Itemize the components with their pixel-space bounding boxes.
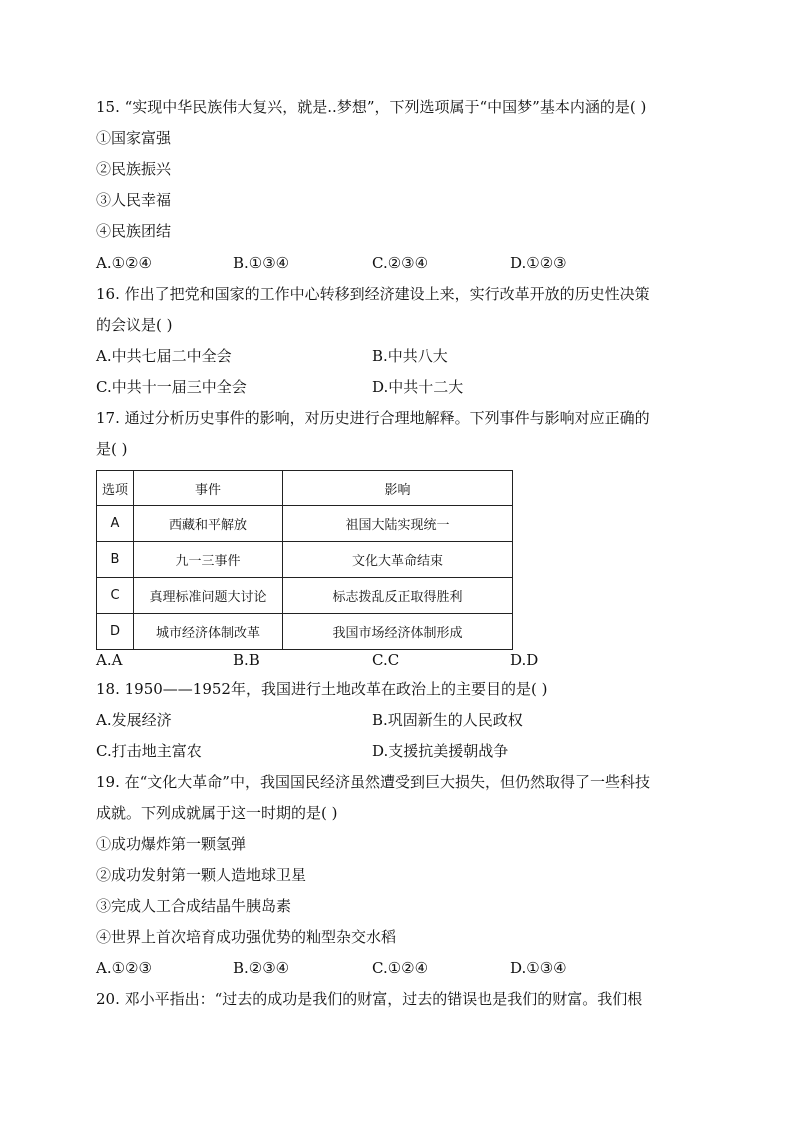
q17-stem-line1: 17. 通过分析历史事件的影响，对历史进行合理地解释。下列事件与影响对应正确的 [96,409,650,427]
q17-stem-line2: 是( ) [96,440,128,458]
q19-item-4: ④世界上首次培育成功强优势的籼型杂交水稻 [96,928,397,946]
q15-item-1: ①国家富强 [96,129,172,147]
q19-item-3: ③完成人工合成结晶牛胰岛素 [96,897,292,915]
table-cell-event: 九一三事件 [134,542,283,578]
q20-stem-line1: 20. 邓小平指出：“过去的成功是我们的财富，过去的错误也是我们的财富。我们根 [96,990,643,1008]
q15-item-2: ②民族振兴 [96,160,172,178]
q19-option-b: B.②③④ [233,959,290,977]
event-impact-table [96,470,513,650]
q18-stem: 18. 1950——1952年，我国进行土地改革在政治上的主要目的是( ) [96,680,548,698]
table-cell-event: 城市经济体制改革 [134,614,283,650]
q18-option-c: C.打击地主富农 [96,742,202,760]
q15-item-4: ④民族团结 [96,222,172,240]
table-header-option: 选项 [97,471,134,506]
q17-option-d: D.D [510,651,539,669]
table-cell-option: C [97,578,134,614]
table-cell-impact: 我国市场经济体制形成 [283,614,513,650]
q16-option-d: D.中共十二大 [372,378,464,396]
table-cell-event: 真理标准问题大讨论 [134,578,283,614]
q17-option-b: B.B [233,651,260,669]
q15-item-3: ③人民幸福 [96,191,172,209]
table-cell-event: 西藏和平解放 [134,506,283,542]
q19-option-d: D.①③④ [510,959,567,977]
q16-stem-line1: 16. 作出了把党和国家的工作中心转移到经济建设上来，实行改革开放的历史性决策 [96,285,650,303]
q17-option-a: A.A [96,651,123,669]
table-cell-impact: 祖国大陆实现统一 [283,506,513,542]
q15-option-b: B.①③④ [233,254,290,272]
table-cell-option: A [97,506,134,542]
q17-option-c: C.C [372,651,400,669]
q19-stem-line2: 成就。下列成就属于这一时期的是( ) [96,804,338,822]
table-row [97,578,513,614]
table-header-event: 事件 [134,471,283,506]
q16-option-b: B.中共八大 [372,347,448,365]
table-header-row [97,471,513,506]
table-cell-option: B [97,542,134,578]
q16-option-a: A.中共七届二中全会 [96,347,232,365]
q19-item-1: ①成功爆炸第一颗氢弹 [96,835,247,853]
q15-option-d: D.①②③ [510,254,567,272]
q19-stem-line1: 19. 在“文化大革命”中，我国国民经济虽然遭受到巨大损失，但仍然取得了一些科技 [96,773,650,791]
q18-option-a: A.发展经济 [96,711,172,729]
q15-stem: 15. “实现中华民族伟大复兴，就是..梦想”，下列选项属于“中国梦”基本内涵的是( ) [96,98,647,116]
q16-option-c: C.中共十一届三中全会 [96,378,247,396]
q18-option-d: D.支援抗美援朝战争 [372,742,509,760]
q15-option-c: C.②③④ [372,254,429,272]
table-cell-impact: 文化大革命结束 [283,542,513,578]
q19-option-a: A.①②③ [96,959,152,977]
q18-option-b: B.巩固新生的人民政权 [372,711,523,729]
table-cell-impact: 标志拨乱反正取得胜利 [283,578,513,614]
q19-option-c: C.①②④ [372,959,429,977]
q15-option-a: A.①②④ [96,254,152,272]
table-row [97,614,513,650]
q19-item-2: ②成功发射第一颗人造地球卫星 [96,866,307,884]
table-row [97,506,513,542]
table-row [97,542,513,578]
q16-stem-line2: 的会议是( ) [96,316,173,334]
table-cell-option: D [97,614,134,650]
table-header-impact: 影响 [283,471,513,506]
